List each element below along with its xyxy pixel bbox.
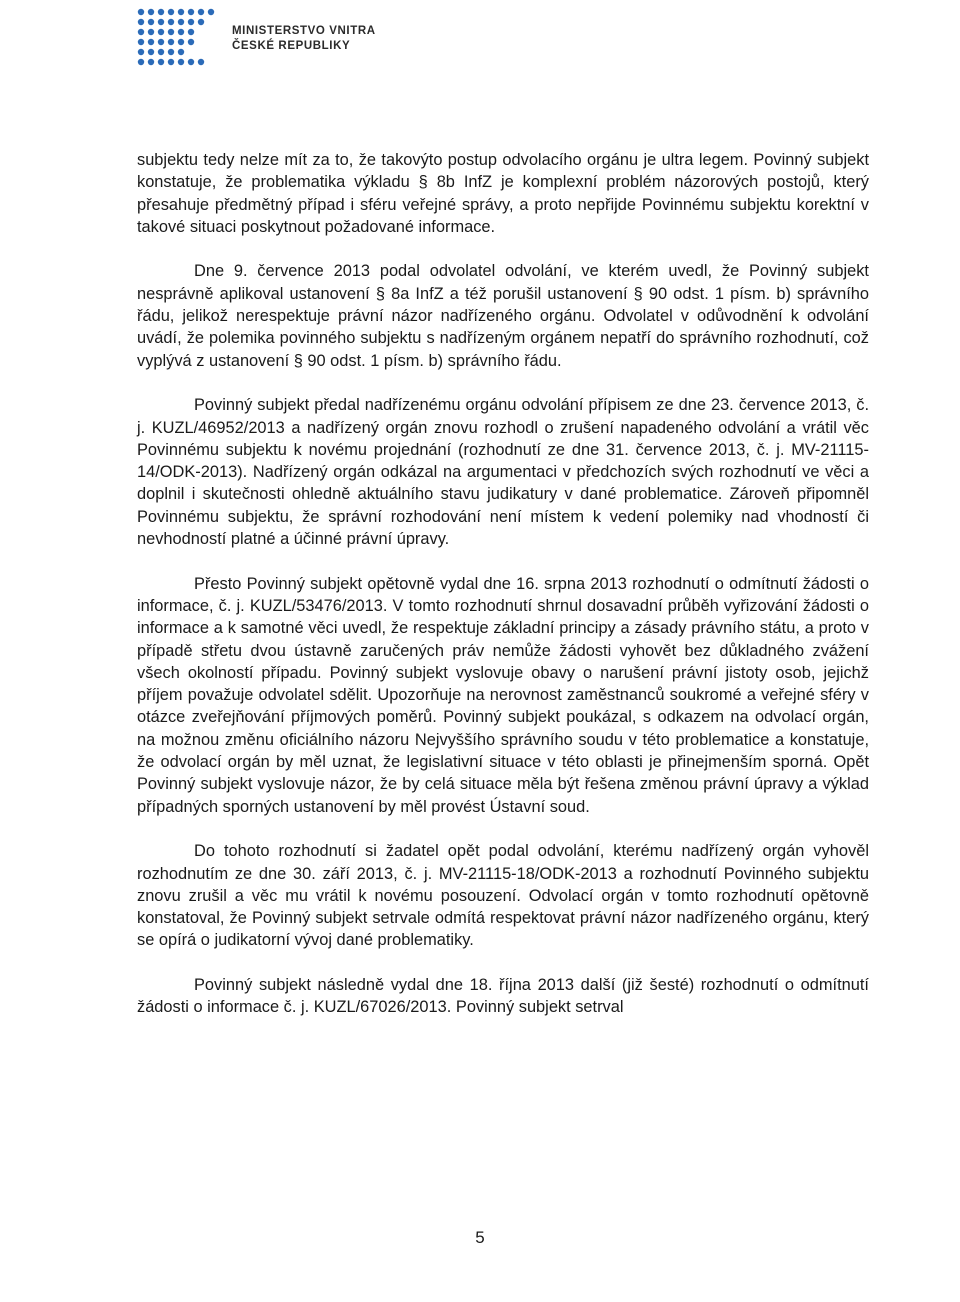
ministry-logo [136,6,376,68]
paragraph-5: Do tohoto rozhodnutí si žadatel opět podal odvolání, kterému nadřízený orgán vyhověl rozhodnutím ze dne 30. září 2013, č. j. MV-21115-18/ODK-2013 a rozhodnutí Povinného subjektu znovu zrušil a věc mu vrátil k novému posouzení. Odvolací orgán v tomto rozhodnutí opětovně konstatoval, že Povinný subjekt setrvale odmítá respektovat právní názor nadřízeného orgánu, který se opírá o judikatorní vývoj dané problematiky. [137,842,869,950]
paragraph-4: Přesto Povinný subjekt opětovně vydal dne 16. srpna 2013 rozhodnutí o odmítnutí žádosti o informace, č. j. KUZL/53476/2013. V tomto rozhodnutí shrnul dosavadní průběh vyřizování žádosti o informace a k samotné věci uvedl, že respektuje základní principy a zásady právního státu, a proto v případě střetu dvou ústavně zaručených práv nemůže žádosti vyhovět bez důkladného zvážení všech okolností případu. Povinný subjekt vyslovuje obavy o narušení právní jistoty osob, jejichž příjem považuje odvolatel sdělit. Upozorňuje na nerovnost zaměstnanců soukromé a veřejné sféry v otázce zveřejňování příjmových poměrů. Povinný subjekt poukázal, s odkazem na odvolací orgán, na možnou změnu oficiálního názoru Nejvyššího správního soudu v této problematice a konstatuje, že odvolací orgán by měl uznat, že legislativní situace v této oblasti je přinejmenším sporná. Opět Povinný subjekt vyslovuje názor, že by celá situace měla být řešena změnou právní úpravy a výklad případných sporných ustanovení by měl provést Ústavní soud. [137,574,869,816]
logo-line-1: MINISTERSTVO VNITRA [232,25,376,37]
paragraph-1: subjektu tedy nelze mít za to, že takovýto postup odvolacího orgánu je ultra legem. Povinný subjekt konstatuje, že problematika výkladu § 8b InfZ je komplexní problém názorových postojů, který přesahuje předmětný případ i sféru veřejné správy, a proto nepřijde Povinnému subjektu korektní v takové situaci poskytnout požadované informace. [137,151,869,236]
page-number: 5 [475,1228,485,1247]
logo-text [232,24,376,54]
paragraph-2: Dne 9. července 2013 podal odvolatel odvolání, ve kterém uvedl, že Povinný subjekt nesprávně aplikoval ustanovení § 8a InfZ a též porušil ustanovení § 90 odst. 1 písm. b) správního řádu, jelikož nerespektuje právní názor nadřízeného orgánu. Odvolatel v odůvodnění k odvolání uvádí, že polemika povinného subjektu s nadřízeným orgánem nepatří do správního rozhodnutí, což vyplývá z ustanovení § 90 odst. 1 písm. b) správního řádu. [137,262,869,370]
paragraph-6: Povinný subjekt následně vydal dne 18. října 2013 další (již šesté) rozhodnutí o odmítnutí žádosti o informace č. j. KUZL/67026/2013. Povinný subjekt setrval [137,975,869,1017]
ministry-dot-grid-logo-icon [136,6,226,68]
document-body [137,149,869,1019]
paragraph-3: Povinný subjekt předal nadřízenému orgánu odvolání přípisem ze dne 23. července 2013, č. j. KUZL/46952/2013 a nadřízený orgán znovu rozhodl o zrušení napadeného odvolání a vrátil věc Povinnému subjektu k novému projednání (rozhodnutí ze dne 31. července 2013, č. j. MV-21115-14/ODK-2013). Nadřízený orgán odkázal na argumentaci v předchozích svých rozhodnutí ve věci a doplnil i skutečnosti ohledně aktuálního stavu judikatury v dané problematice. Zároveň připomněl Povinnému subjektu, že správní rozhodování není místem k vedení polemiky nad vhodností či nevhodností platné a účinné právní úpravy. [137,396,869,549]
logo-line-2: ČESKÉ REPUBLIKY [232,40,351,52]
